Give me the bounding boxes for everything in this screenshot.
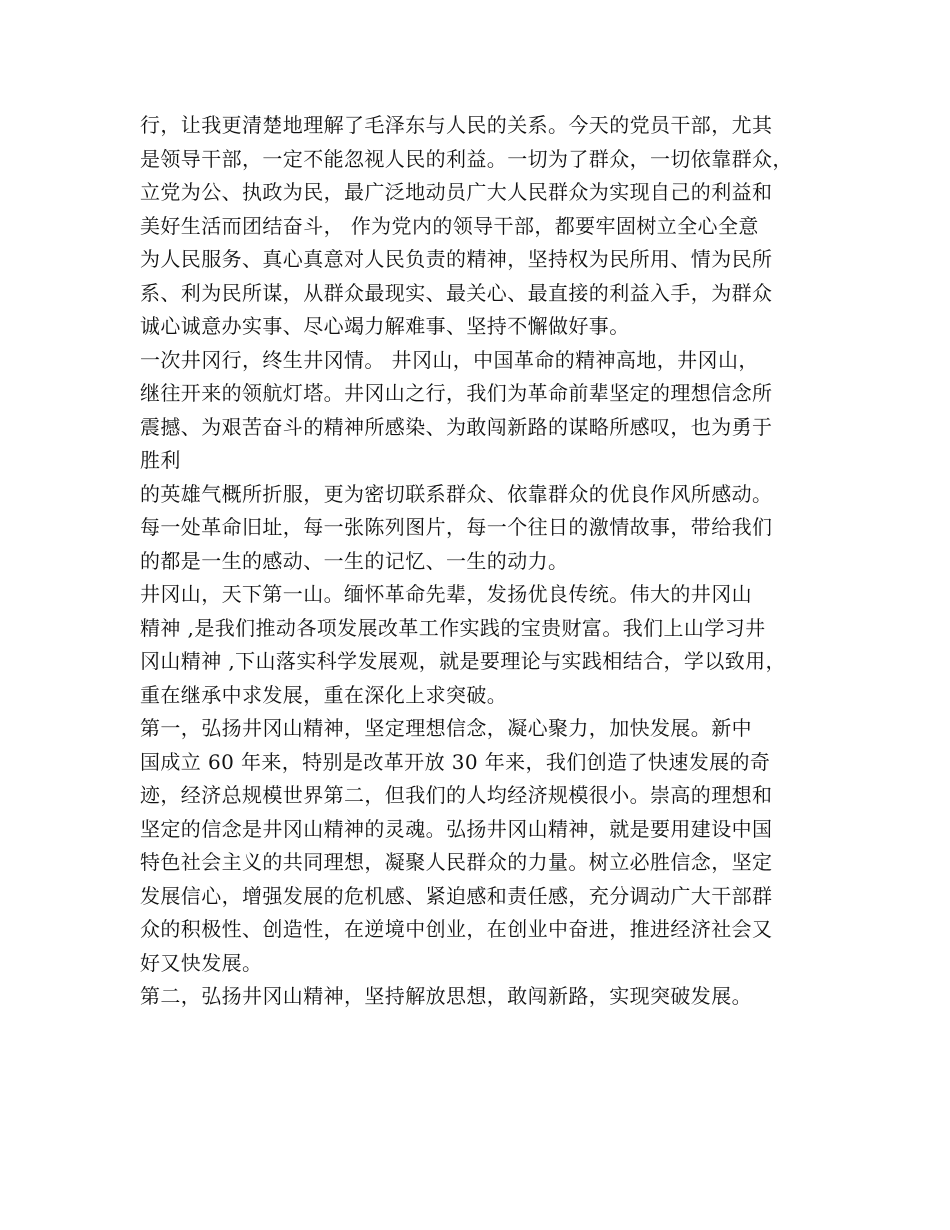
text-line: 国成立 60 年来，特别是改革开放 30 年来，我们创造了快速发展的奇	[140, 749, 771, 774]
text-line: 发展信心，增强发展的危机感、紧迫感和责任感，充分调动广大干部群	[140, 883, 773, 908]
document-body	[140, 109, 830, 1014]
text-line: 一次井冈行，终生井冈情。 井冈山，中国革命的精神高地，井冈山，	[140, 347, 759, 372]
text-line: 重在继承中求发展，重在深化上求突破。	[140, 682, 508, 707]
text-line: 是领导干部，一定不能忽视人民的利益。一切为了群众，一切依靠群众，	[140, 146, 793, 171]
text-line: 行，让我更清楚地理解了毛泽东与人民的关系。今天的党员干部，尤其	[140, 113, 773, 137]
text-line: 诚心诚意办实事、尽心竭力解难事、坚持不懈做好事。	[140, 314, 630, 338]
text-line: 精神 ,是我们推动各项发展改革工作实践的宝贵财富。我们上山学习井	[140, 615, 766, 640]
text-line: 胜利	[140, 448, 181, 472]
text-line: 立党为公、执政为民，最广泛地动员广大人民群众为实现自己的利益和	[140, 180, 773, 204]
text-line: 系、利为民所谋，从群众最现实、最关心、最直接的利益入手，为群众	[140, 280, 773, 305]
text-line: 第二，弘扬井冈山精神，坚持解放思想，敢闯新路，实现突破发展。	[140, 984, 752, 1008]
text-line: 好又快发展。	[140, 950, 263, 975]
text-line: 迹，经济总规模世界第二，但我们的人均经济规模很小。崇高的理想和	[140, 783, 773, 807]
text-line: 井冈山，天下第一山。缅怀革命先辈，发扬优良传统。伟大的井冈山	[140, 582, 752, 606]
text-line: 第一，弘扬井冈山精神，坚定理想信念，凝心聚力，加快发展。新中	[140, 716, 752, 740]
text-line: 的英雄气概所折服，更为密切联系群众、依靠群众的优良作风所感动。	[140, 481, 773, 506]
text-line: 每一处革命旧址，每一张陈列图片，每一个往日的激情故事，带给我们	[140, 515, 773, 539]
text-line: 特色社会主义的共同理想，凝聚人民群众的力量。树立必胜信念，坚定	[140, 850, 773, 874]
text-line: 坚定的信念是井冈山精神的灵魂。弘扬井冈山精神，就是要用建设中国	[140, 816, 773, 841]
text-line: 的都是一生的感动、一生的记忆、一生的动力。	[140, 548, 569, 573]
text-line: 众的积极性、创造性，在逆境中创业，在创业中奋进，推进经济社会又	[140, 917, 773, 941]
text-line: 美好生活而团结奋斗， 作为党内的领导干部，都要牢固树立全心全意	[140, 213, 759, 238]
text-line: 冈山精神 ,下山落实科学发展观，就是要理论与实践相结合，学以致用，	[140, 649, 786, 673]
text-line: 继往开来的领航灯塔。井冈山之行，我们为革命前辈坚定的理想信念所	[140, 381, 773, 405]
text-line: 为人民服务、真心真意对人民负责的精神，坚持权为民所用、情为民所	[140, 247, 773, 271]
text-line: 震撼、为艰苦奋斗的精神所感染、为敢闯新路的谋略所感叹，也为勇于	[140, 414, 773, 439]
